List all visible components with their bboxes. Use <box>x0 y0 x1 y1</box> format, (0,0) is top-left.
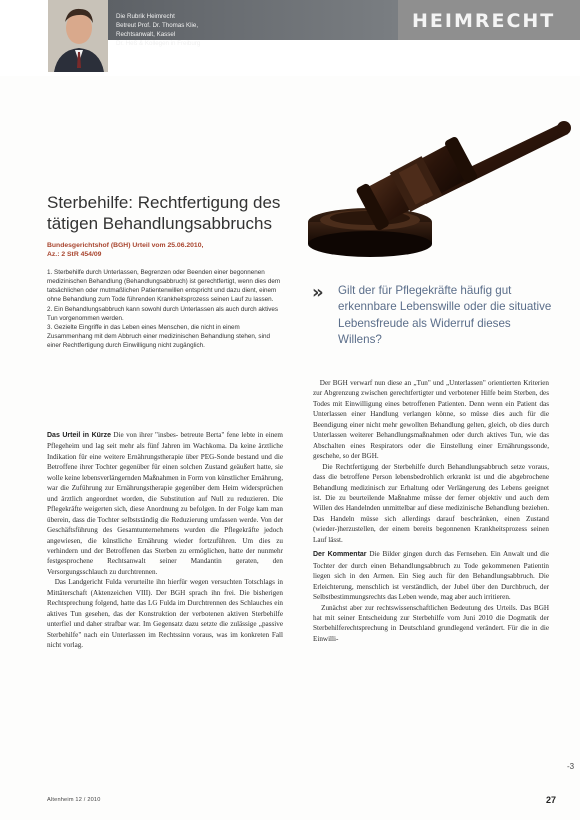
paragraph-text: Zunächst aber zur rechtswissenschaftlichen Bedeutung des Urteils. Das BGH hat mit seiner Entscheidung zur Sterbehilfe vom Juni 2010 die Dogmatik der Sterbehilferechtsprechung in Deutschland grundlegend verändert. Für die in die Einwilli- <box>313 603 550 643</box>
title-line: tätigen Behandlungsabbruchs <box>47 214 272 233</box>
paragraph <box>313 603 549 645</box>
paragraph-text: Der BGH verwarf nun diese an „Tun" und „Unterlassen" orientierten Kriterien zur Abgrenzung zwischen gerechtfertigter und verbotener Hilfe beim Sterben, des Todes mit Einwilligung eines betroffenen Patienten. Denn wenn ein Patient das Unterlassen einer Handlung verlangen könne, so müsse dies auch für die Beendigung einer nicht mehr gewollten Behandlung gelten, gleich, ob dies durch Unterlassen weiterer Behandlungsmaßnahmen oder durch aktives Tun, wie das Abschalten eines Respirators oder die Einstellung einer Ernährungssonde, geschehe, so der BGH. <box>313 379 549 461</box>
journal-footer: Altenheim 12 / 2010 <box>47 797 101 803</box>
summary-point: 3. Gezielte Eingriffe in das Leben eines Menschen, die nicht in einem Zusammenhang mit dem Abbruch einer medizinischen Behandlung stehen, sind einer Rechtfertigung durch Einwilligung nicht zugänglich. <box>47 323 270 350</box>
paragraph <box>47 430 283 577</box>
paragraph <box>47 577 283 650</box>
pull-quote: Gilt der für Pflegekräfte häufig gut erkennbare Lebenswille oder die situative Lebensfreude als Widerruf dieses Willens? <box>338 284 552 347</box>
left-column <box>47 430 283 651</box>
side-mark: -3 <box>567 762 575 771</box>
author-line: Betreut Prof. Dr. Thomas Klie, <box>116 22 199 29</box>
section-label: HEIMRECHT <box>412 10 556 32</box>
page-number: 27 <box>546 795 557 805</box>
summary-point: 1. Sterbehilfe durch Unterlassen, Begrenzen oder Beenden einer begonnenen medizinischen Behandlung (Behandlungsabbruch) ist gerechtfertigt, wenn dies dem tatsächlichen oder mutmaßlichen Patientenwillen entspricht und dazu dient, einem ohne Behandlung zum Tode führenden Krankheitsprozess seinen Lauf zu lassen. <box>47 269 281 304</box>
paragraph-text: Die von ihrer "insbes- betreute Berta" fene lebte in einem Pflegeheim und lag seit mehr als fünf Jahren im Wachkoma. Da keine ärztliche Indikation für eine weitere Ernährungstherapie über PEG-Sonde bestand und die Betroffene ihrer Tochter gegenüber für einen solchen Zustand geäußert hatte, sie wolle keine lebensverlängernden Maßnahmen in Form von künstlicher Ernährung, war die Zuführung zur Ernährungstherapie gegenüber dem Heim widersprüchen und ärztlich angeordnet worden, die Substitution auf Null zu reduzieren. Die Pflegekräfte weigerten sich, diese Anordnung zu befolgen. In der Folge kam man überein, dass die Tochter selbstständig die Reduzierung umfassen werde. Von der Geschäftsführung des Gesamtunternehmens wurden die Pflegekräfte jedoch angewiesen, die künstliche Ernährung wieder fortzuführen. Um dies zu verhindern und der Betroffenen das Sterben zu ermöglichen, hatte der nunmehr festgesprochene Rechtsanwalt seiner Mandantin geraten, den Versorgungsschlauch zu durchtrennen. <box>47 431 283 576</box>
summary-point: 2. Ein Behandlungsabbruch kann sowohl durch Unterlassen als auch durch aktives Tun vorgenommen werden. <box>47 305 279 322</box>
paragraph-text: Die Bilder gingen durch das Fernsehen. Ein Anwalt und die Tochter der durch einen Behandlungsabbruch zu Tode gekommenen Patientin liegen sich in den Armen. Ein Sieg auch für den Behandlungsabbruch. Die Erleichterung, menschlich ist verständlich, der Jubel über den Durchbruch, der Selbstbestimmungsrechts das Leben wende, mag aber auch irritieren. <box>313 550 550 602</box>
court-ruling-reference <box>47 241 283 259</box>
paragraph <box>313 549 549 602</box>
right-column <box>313 378 549 644</box>
author-credit <box>116 12 336 48</box>
author-portrait-image <box>48 0 108 72</box>
ruling-line: Az.: 2 StR 454/09 <box>47 251 102 258</box>
paragraph <box>313 462 549 546</box>
ruling-line: Bundesgerichtshof (BGH) Urteil vom 25.06.2010, <box>47 242 204 249</box>
ruling-summary <box>47 268 283 350</box>
paragraph-lead: Der Kommentar <box>313 551 367 559</box>
author-line: Dr. Heß & Kollegen in Freiburg <box>116 40 201 47</box>
paragraph-text: Das Landgericht Fulda verurteilte ihn hierfür wegen versuchten Totschlags in Mittäterschaft (Aktenzeichen VIII). Der BGH sprach ihn frei. Die bisherigen Rechtsprechung folgend, hatte das LG Fulda im Durchtrennen des Schlauches ein aktives Tun gesehen, das der Konstruktion der verbotenen aktiven Sterbehilfe unterfiel und daher strafbar war. Im Gegensatz dazu setzte die zulässige „passive Sterbehilfe" nach ein Unterlassen im Rechtssinn voraus, was im konkreten Fall nicht vorlag. <box>47 578 283 650</box>
paragraph-lead: Das Urteil in Kürze <box>47 432 112 439</box>
author-portrait <box>48 0 108 72</box>
page-header <box>0 0 580 76</box>
paragraph <box>313 378 549 462</box>
gavel-illustration <box>298 72 580 268</box>
article-title <box>47 192 309 234</box>
paragraph-text: Die Rechtfertigung der Sterbehilfe durch Behandlungsabbruch setze voraus, dass die betroffene Person lebensbedrohlich erkrankt ist und die abgebrochene Behandlung medizinisch zur Erhaltung oder Verlängerung des Lebens geeignet ist. Die zu beurteilende Maßnahme müsse der ferner objektiv und auch dem Willen des Handelnden unmittelbar auf diese medizinische Behandlung beziehen. Das Handeln müsse sich allerdings darauf beschränken, einen Zustand (wieder-)herzustellen, der einem bereits begonnenen Krankheitsprozess seinen Lauf lässt. <box>313 462 549 544</box>
author-line: Die Rubrik Heimrecht <box>116 13 175 20</box>
author-line: Rechtsanwalt, Kassel <box>116 31 176 38</box>
gavel-icon <box>298 72 580 268</box>
title-line: Sterbehilfe: Rechtfertigung des <box>47 193 281 212</box>
quote-chevron-icon: » <box>312 282 320 303</box>
